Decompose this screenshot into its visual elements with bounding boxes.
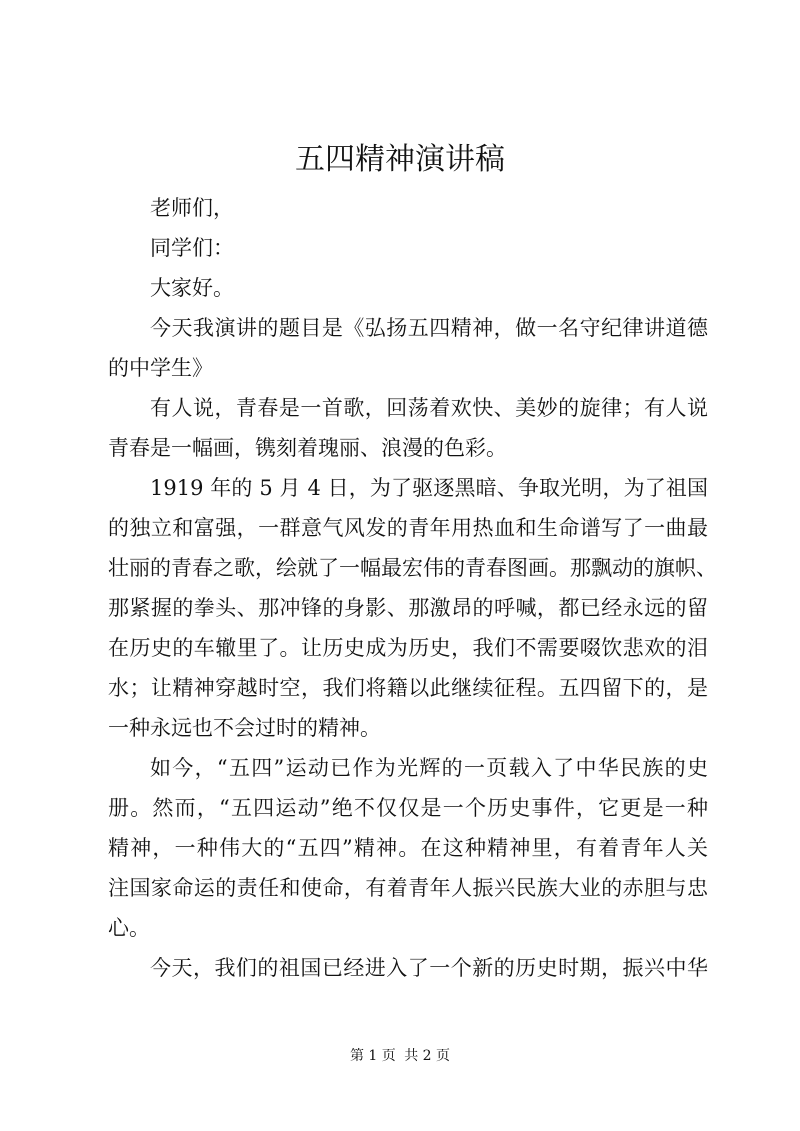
text-line: 今天，我们的祖国已经进入了一个新的历史时期，振兴中华 — [150, 956, 708, 980]
text-line: 心。 — [108, 916, 150, 940]
text-line: 同学们： — [150, 236, 234, 260]
document-body — [108, 188, 717, 988]
text-line: 一种永远也不会过时的精神。 — [108, 716, 381, 740]
page-title: 五四精神演讲稿 — [295, 142, 505, 177]
text-line: 在历史的车辙里了。让历史成为历史，我们不需要啜饮悲欢的泪 — [108, 636, 708, 660]
text-line: 精神，一种伟大的“五四”精神。在这种精神里，有着青年人关 — [108, 836, 708, 860]
text-line: 壮丽的青春之歌，绘就了一幅最宏伟的青春图画。那飘动的旗帜、 — [108, 556, 717, 580]
text-line: 册。然而，“五四运动”绝不仅仅是一个历史事件，它更是一种 — [108, 796, 708, 820]
text-line: 老师们， — [150, 196, 234, 220]
text-line: 今天我演讲的题目是《弘扬五四精神，做一名守纪律讲道德 — [150, 316, 708, 340]
text-line: 1919 年的 5 月 4 日，为了驱逐黑暗、争取光明，为了祖国 — [150, 476, 708, 500]
text-line: 那紧握的拳头、那冲锋的身影、那激昂的呼喊，都已经永远的留 — [108, 596, 708, 620]
text-line: 的独立和富强，一群意气风发的青年用热血和生命谱写了一曲最 — [108, 516, 708, 540]
page-number-current: 第 1 页 — [349, 1048, 396, 1064]
text-line: 如今，“五四”运动已作为光辉的一页载入了中华民族的史 — [150, 756, 708, 780]
page-number-total: 共 2 页 — [404, 1048, 451, 1064]
text-line: 有人说，青春是一首歌，回荡着欢快、美妙的旋律；有人说 — [150, 396, 708, 420]
text-line: 的中学生》 — [108, 356, 213, 380]
text-line: 大家好。 — [150, 276, 234, 300]
text-line: 注国家命运的责任和使命，有着青年人振兴民族大业的赤胆与忠 — [108, 876, 708, 900]
page-footer — [0, 1046, 800, 1066]
text-line: 青春是一幅画，镌刻着瑰丽、浪漫的色彩。 — [108, 436, 507, 460]
text-line: 水；让精神穿越时空，我们将籍以此继续征程。五四留下的，是 — [108, 676, 708, 700]
